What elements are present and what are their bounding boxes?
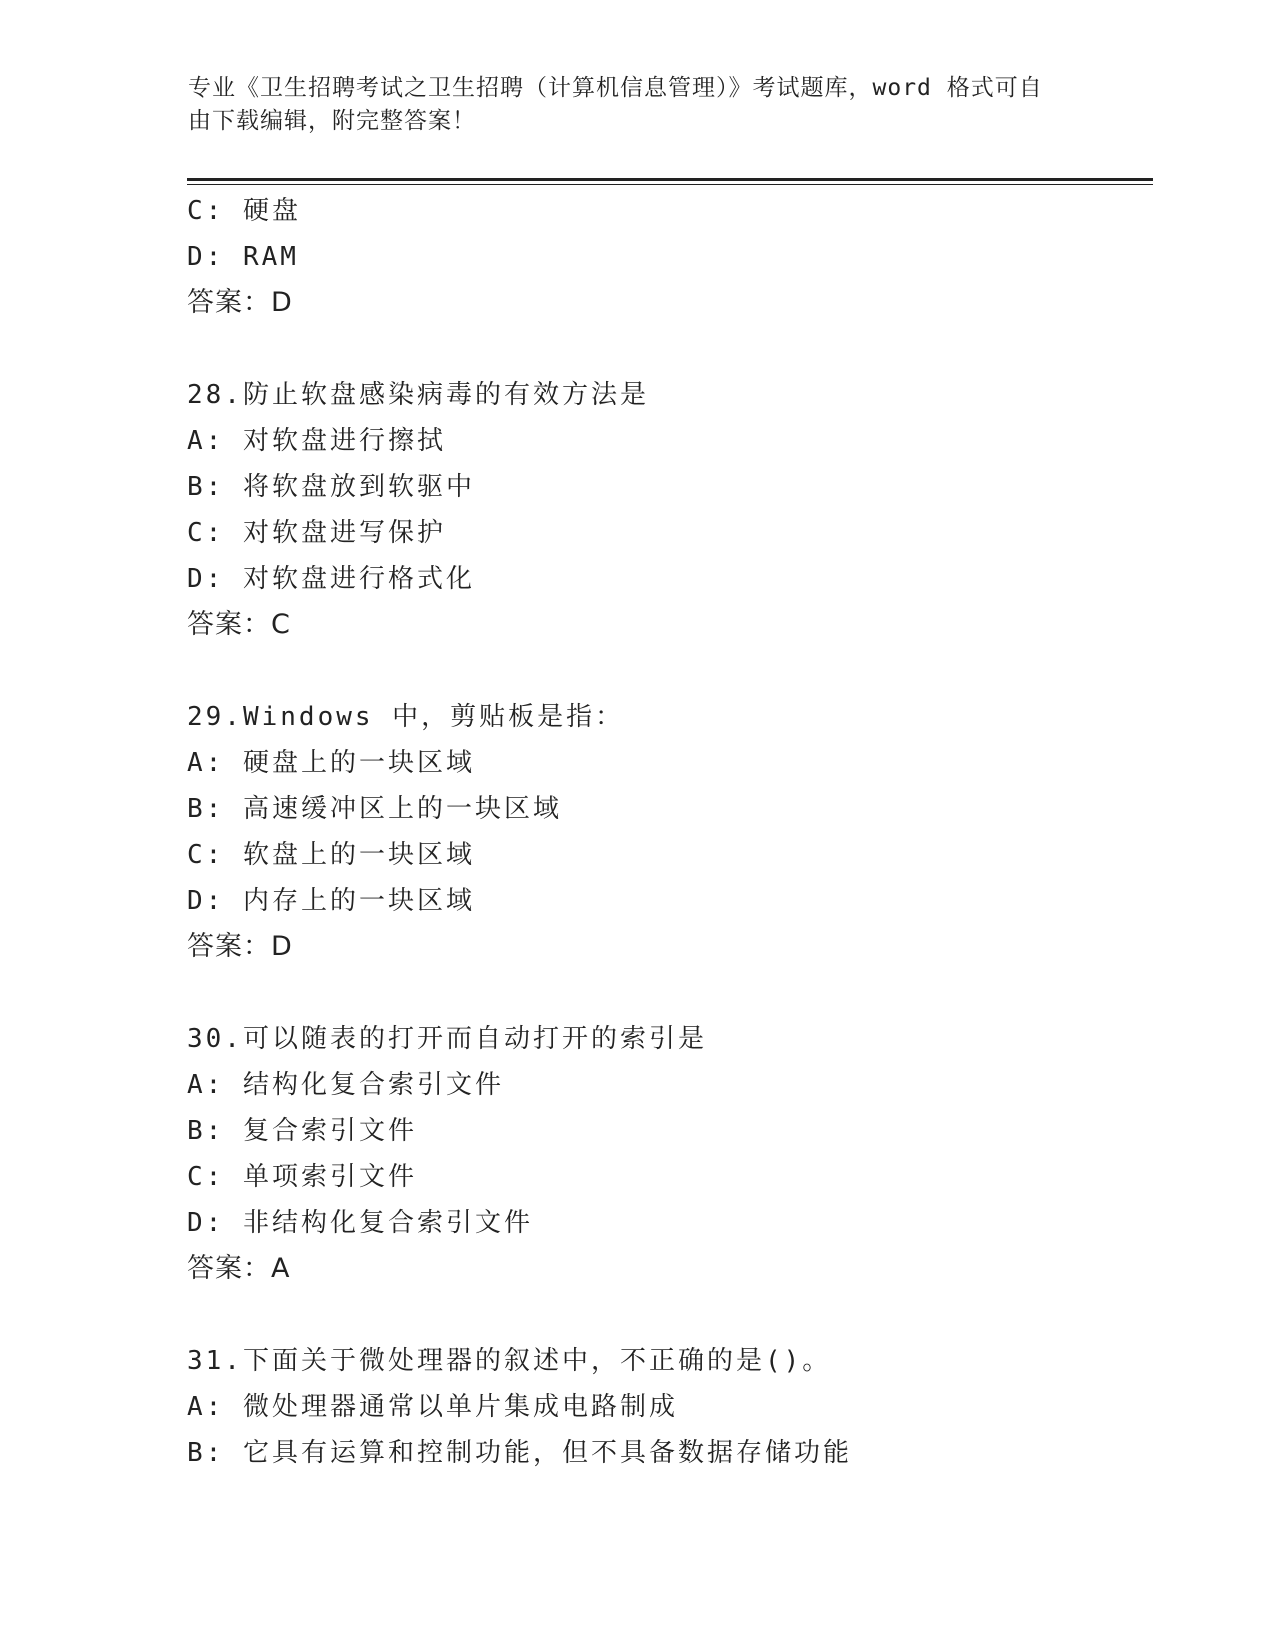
answer-line: 答案：C (187, 609, 291, 640)
question-30 (187, 1016, 1147, 1292)
option-a: A: 对软盘进行擦拭 (187, 426, 446, 456)
answer-line: 答案：D (187, 931, 293, 962)
header-line-2: 由下载编辑，附完整答案！ (188, 108, 476, 134)
header-divider-thin (187, 184, 1153, 185)
header-line-1: 专业《卫生招聘考试之卫生招聘（计算机信息管理）》考试题库，word 格式可自 (188, 75, 1043, 101)
option-b: B: 高速缓冲区上的一块区域 (187, 794, 562, 824)
question-28 (187, 372, 1147, 648)
option-b: B: 复合索引文件 (187, 1116, 417, 1146)
option-d: D: 非结构化复合索引文件 (187, 1208, 533, 1238)
option-d: D: 内存上的一块区域 (187, 886, 475, 916)
question-title: 28.防止软盘感染病毒的有效方法是 (187, 380, 649, 410)
header-divider-thick (187, 178, 1153, 181)
option-a: A: 微处理器通常以单片集成电路制成 (187, 1392, 678, 1422)
option-d: D: RAM (187, 242, 299, 272)
document-body (187, 188, 1147, 1476)
option-c: C: 对软盘进写保护 (187, 518, 446, 548)
answer-line: 答案：A (187, 1253, 291, 1284)
option-a: A: 结构化复合索引文件 (187, 1070, 504, 1100)
option-a: A: 硬盘上的一块区域 (187, 748, 475, 778)
question-title: 29.Windows 中，剪贴板是指： (187, 702, 625, 732)
question-29 (187, 694, 1147, 970)
question-title: 30.可以随表的打开而自动打开的索引是 (187, 1024, 707, 1054)
option-b: B: 将软盘放到软驱中 (187, 472, 475, 502)
option-c: C: 单项索引文件 (187, 1162, 417, 1192)
option-b: B: 它具有运算和控制功能，但不具备数据存储功能 (187, 1438, 852, 1468)
document-header (188, 72, 1088, 138)
answer-line: 答案：D (187, 287, 293, 318)
option-c: C: 硬盘 (187, 196, 301, 226)
question-31 (187, 1338, 1147, 1476)
option-c: C: 软盘上的一块区域 (187, 840, 475, 870)
question-title: 31.下面关于微处理器的叙述中，不正确的是()。 (187, 1346, 832, 1376)
option-d: D: 对软盘进行格式化 (187, 564, 475, 594)
question-fragment (187, 188, 1147, 326)
